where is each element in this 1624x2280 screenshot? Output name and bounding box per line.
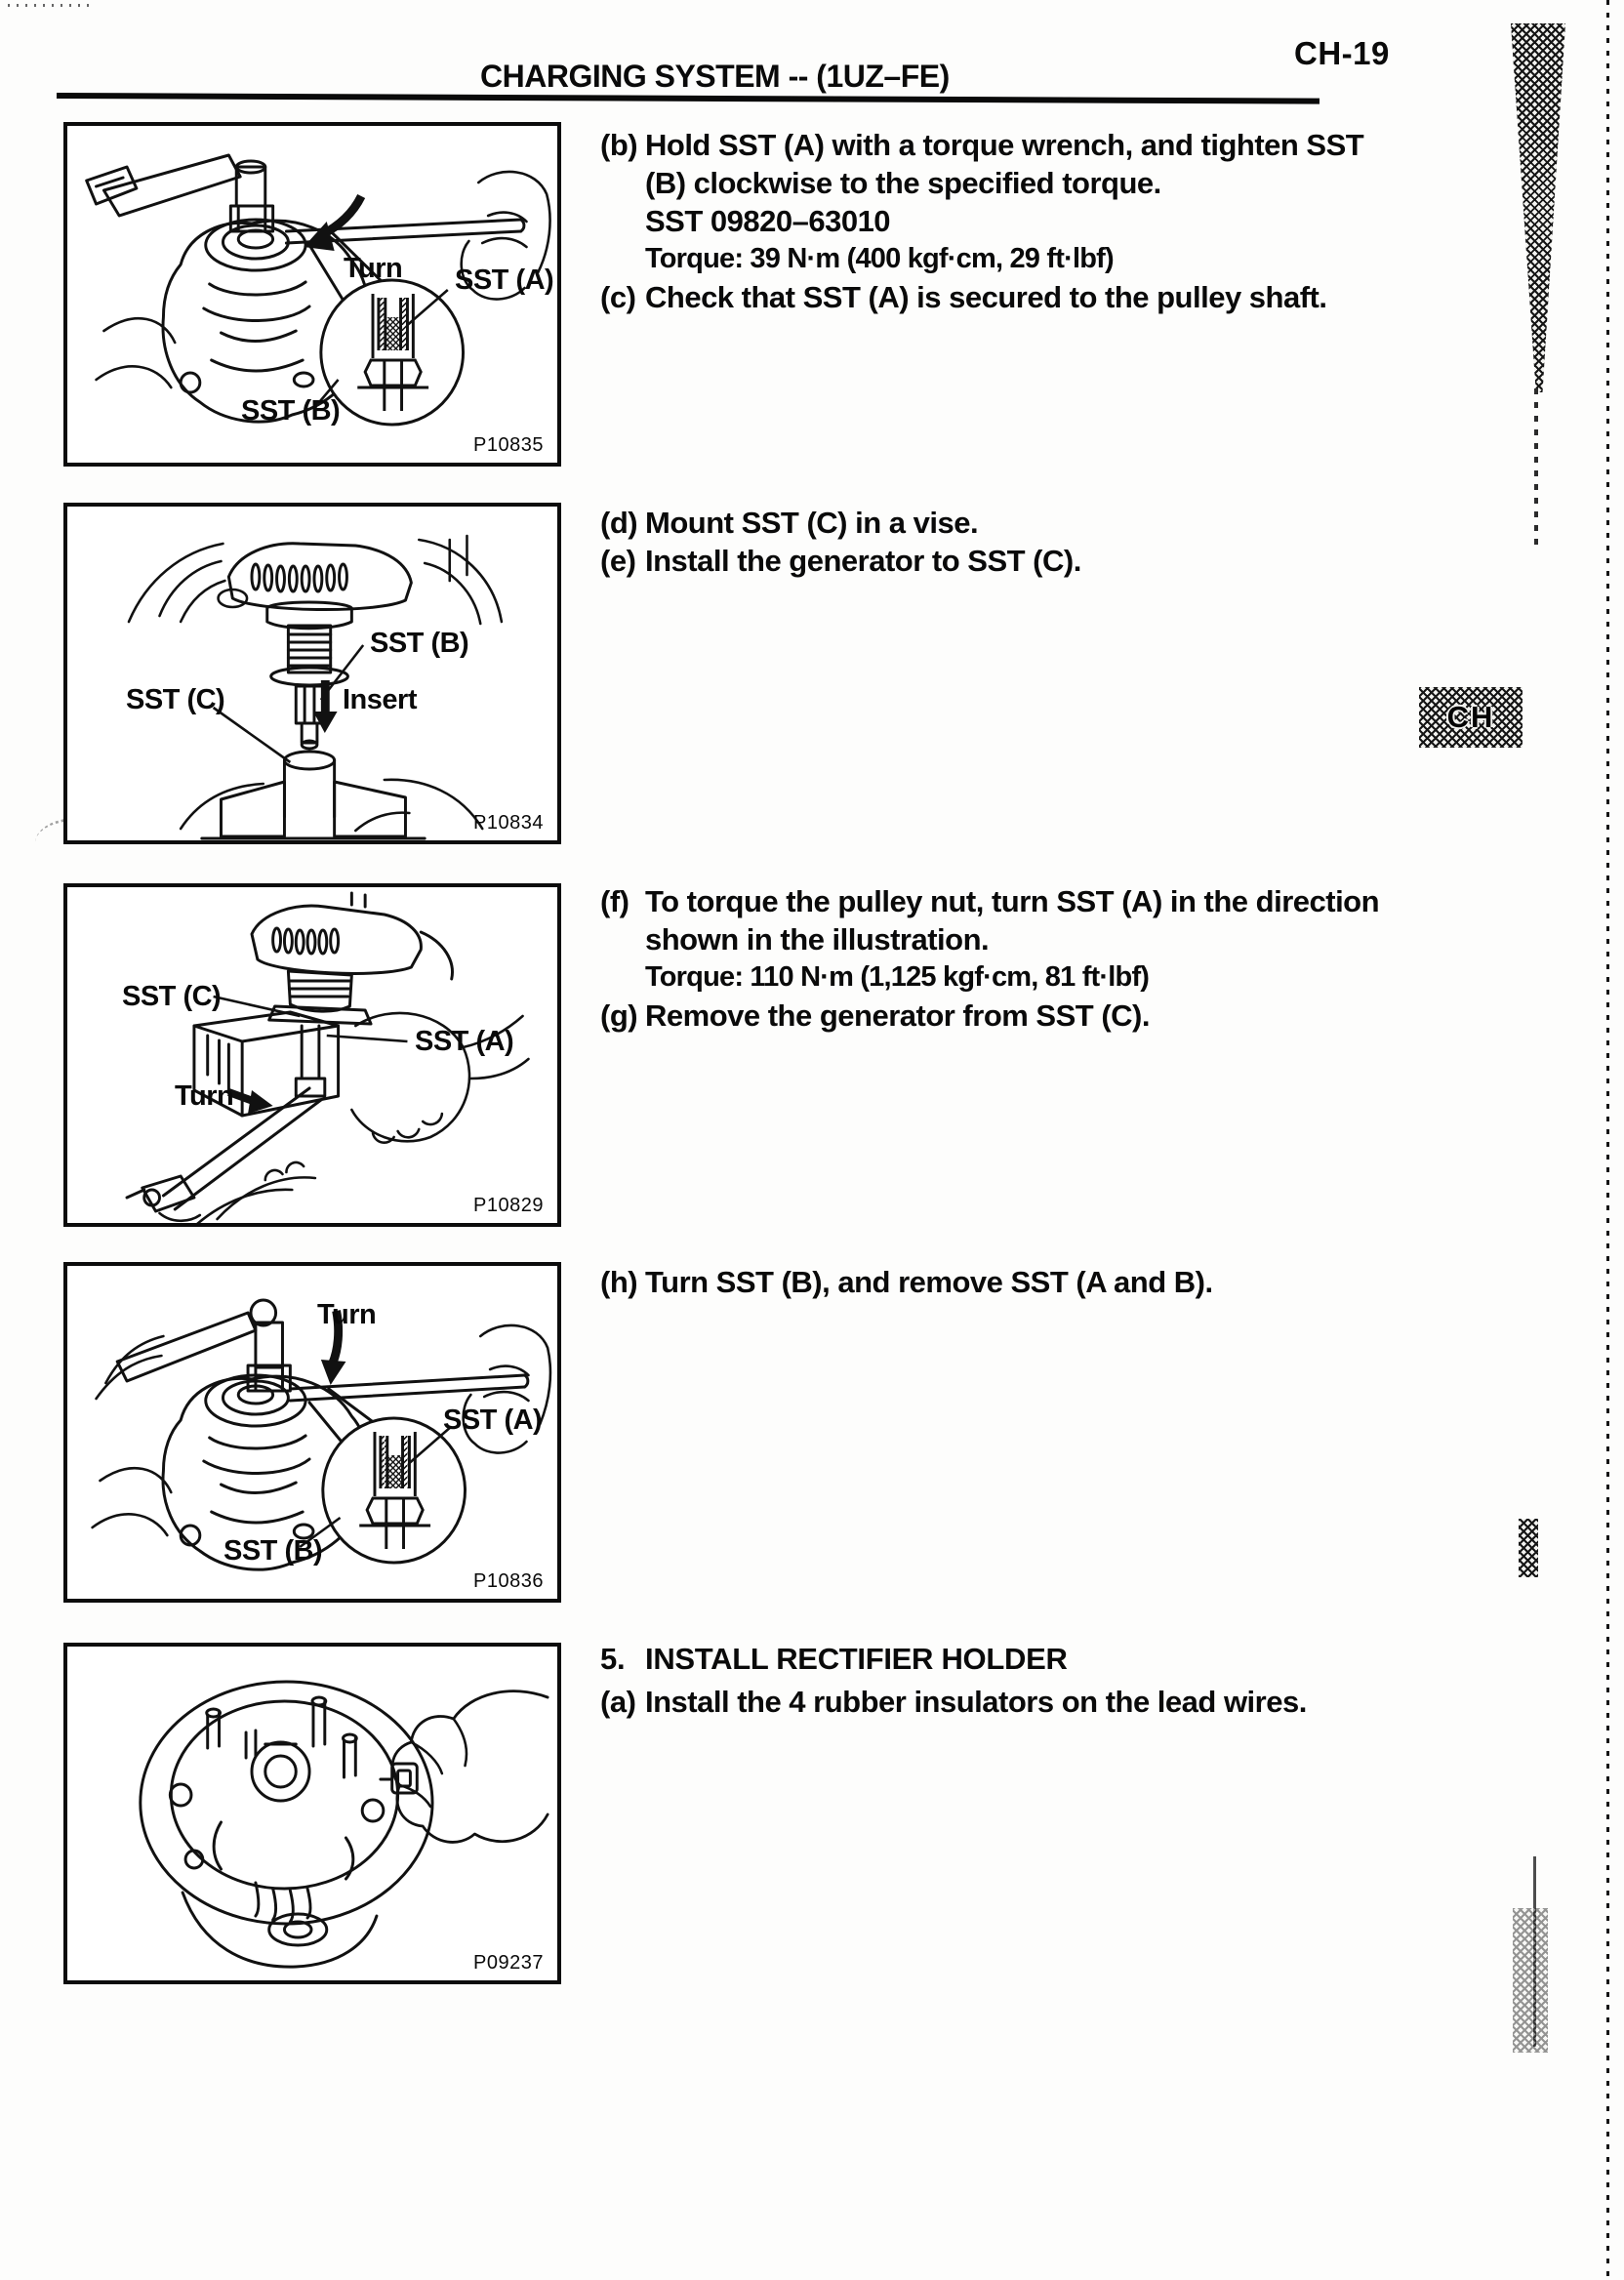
section-heading-row xyxy=(600,1640,1430,1678)
instruction-row xyxy=(600,278,1430,316)
step-marker xyxy=(600,920,645,958)
instruction-row xyxy=(600,164,1430,202)
rotor-insert-vise-illustration xyxy=(67,507,557,840)
figure-code: P10836 xyxy=(473,1570,544,1592)
torque-spec-row xyxy=(600,958,1430,997)
step-marker: (b) xyxy=(600,128,638,162)
label-turn: Turn xyxy=(317,1299,377,1330)
instruction-row xyxy=(600,1263,1430,1301)
step-text: Remove the generator from SST (C). xyxy=(645,998,1150,1033)
instruction-row xyxy=(600,126,1430,164)
torque-spec-text: Torque: 39 N·m (400 kgf·cm, 29 ft·lbf) xyxy=(645,243,1114,274)
label-sst-a: SST (A) xyxy=(443,1405,543,1436)
torque-spec-text: Torque: 110 N·m (1,125 kgf·cm, 81 ft·lbf) xyxy=(645,961,1150,993)
instruction-block-5 xyxy=(600,1640,1430,1721)
step-text: Turn SST (B), and remove SST (A and B). xyxy=(645,1265,1213,1299)
instruction-block-d-e xyxy=(600,504,1430,580)
page-number: CH-19 xyxy=(1294,35,1390,71)
step-marker xyxy=(600,240,645,278)
label-sst-c: SST (C) xyxy=(122,981,222,1012)
scan-streak xyxy=(1511,23,1565,392)
page-title: CHARGING SYSTEM -- (1UZ–FE) xyxy=(480,59,950,94)
step-text: Mount SST (C) in a vise. xyxy=(645,506,979,540)
label-sst-b: SST (B) xyxy=(241,395,341,427)
step-marker: (h) xyxy=(600,1265,638,1299)
label-sst-a: SST (A) xyxy=(455,265,554,296)
figure-torque-pulley-nut xyxy=(63,883,561,1227)
label-sst-b: SST (B) xyxy=(370,628,469,659)
instruction-row xyxy=(600,542,1430,580)
step-text: To torque the pulley nut, turn SST (A) in the direction xyxy=(645,884,1380,918)
label-sst-a: SST (A) xyxy=(415,1026,514,1057)
sst-number-text: SST 09820–63010 xyxy=(645,204,891,238)
step-marker xyxy=(600,958,645,997)
figure-code: P10834 xyxy=(473,812,544,834)
figure-install-rubber-insulators xyxy=(63,1643,561,1984)
figure-mount-sst-in-vise xyxy=(63,503,561,844)
section-tab xyxy=(1419,687,1522,748)
step-marker: (c) xyxy=(600,280,636,314)
step-text: Install the generator to SST (C). xyxy=(645,544,1081,578)
figure-torque-wrench-tighten xyxy=(63,122,561,467)
step-text: Check that SST (A) is secured to the pulley shaft. xyxy=(645,280,1327,314)
step-marker xyxy=(600,164,645,202)
instruction-row xyxy=(600,202,1430,240)
figure-remove-sst xyxy=(63,1262,561,1603)
figure-code: P10835 xyxy=(473,434,544,456)
instruction-block-f-g xyxy=(600,882,1430,1035)
instruction-row xyxy=(600,920,1430,958)
scan-noise-dots xyxy=(8,4,94,7)
step-text: shown in the illustration. xyxy=(645,922,990,957)
alternator-rear-hand-illustration xyxy=(67,1647,557,1980)
step-marker: (a) xyxy=(600,1685,636,1719)
scan-streak-tail xyxy=(1534,388,1538,552)
instruction-row xyxy=(600,997,1430,1035)
figure-code: P10829 xyxy=(473,1195,544,1216)
instruction-block-h xyxy=(600,1263,1430,1301)
instruction-block-b-c xyxy=(600,126,1430,316)
step-marker: (e) xyxy=(600,544,636,578)
step-marker: (d) xyxy=(600,506,638,540)
step-text: Install the 4 rubber insulators on the lead wires. xyxy=(645,1685,1307,1719)
scan-noise-speckle xyxy=(1513,1908,1548,2053)
step-text: Hold SST (A) with a torque wrench, and tighten SST xyxy=(645,128,1364,162)
torque-spec-row xyxy=(600,240,1430,278)
step-marker: (g) xyxy=(600,998,638,1033)
section-heading-text: INSTALL RECTIFIER HOLDER xyxy=(645,1642,1068,1676)
instruction-row xyxy=(600,882,1430,920)
step-text: (B) clockwise to the specified torque. xyxy=(645,166,1161,200)
step-marker xyxy=(600,202,645,240)
page-edge-dotted-line xyxy=(1606,0,1609,2280)
label-insert: Insert xyxy=(343,684,417,715)
label-turn: Turn xyxy=(175,1080,234,1112)
label-turn: Turn xyxy=(344,253,403,284)
scan-blob xyxy=(1519,1519,1538,1577)
label-sst-b: SST (B) xyxy=(223,1535,323,1567)
instruction-row xyxy=(600,504,1430,542)
section-number: 5. xyxy=(600,1642,626,1676)
step-marker: (f) xyxy=(600,884,629,918)
figure-code: P09237 xyxy=(473,1952,544,1974)
instruction-row xyxy=(600,1683,1430,1721)
section-tab-label: CH xyxy=(1446,700,1495,734)
label-sst-c: SST (C) xyxy=(126,684,225,715)
